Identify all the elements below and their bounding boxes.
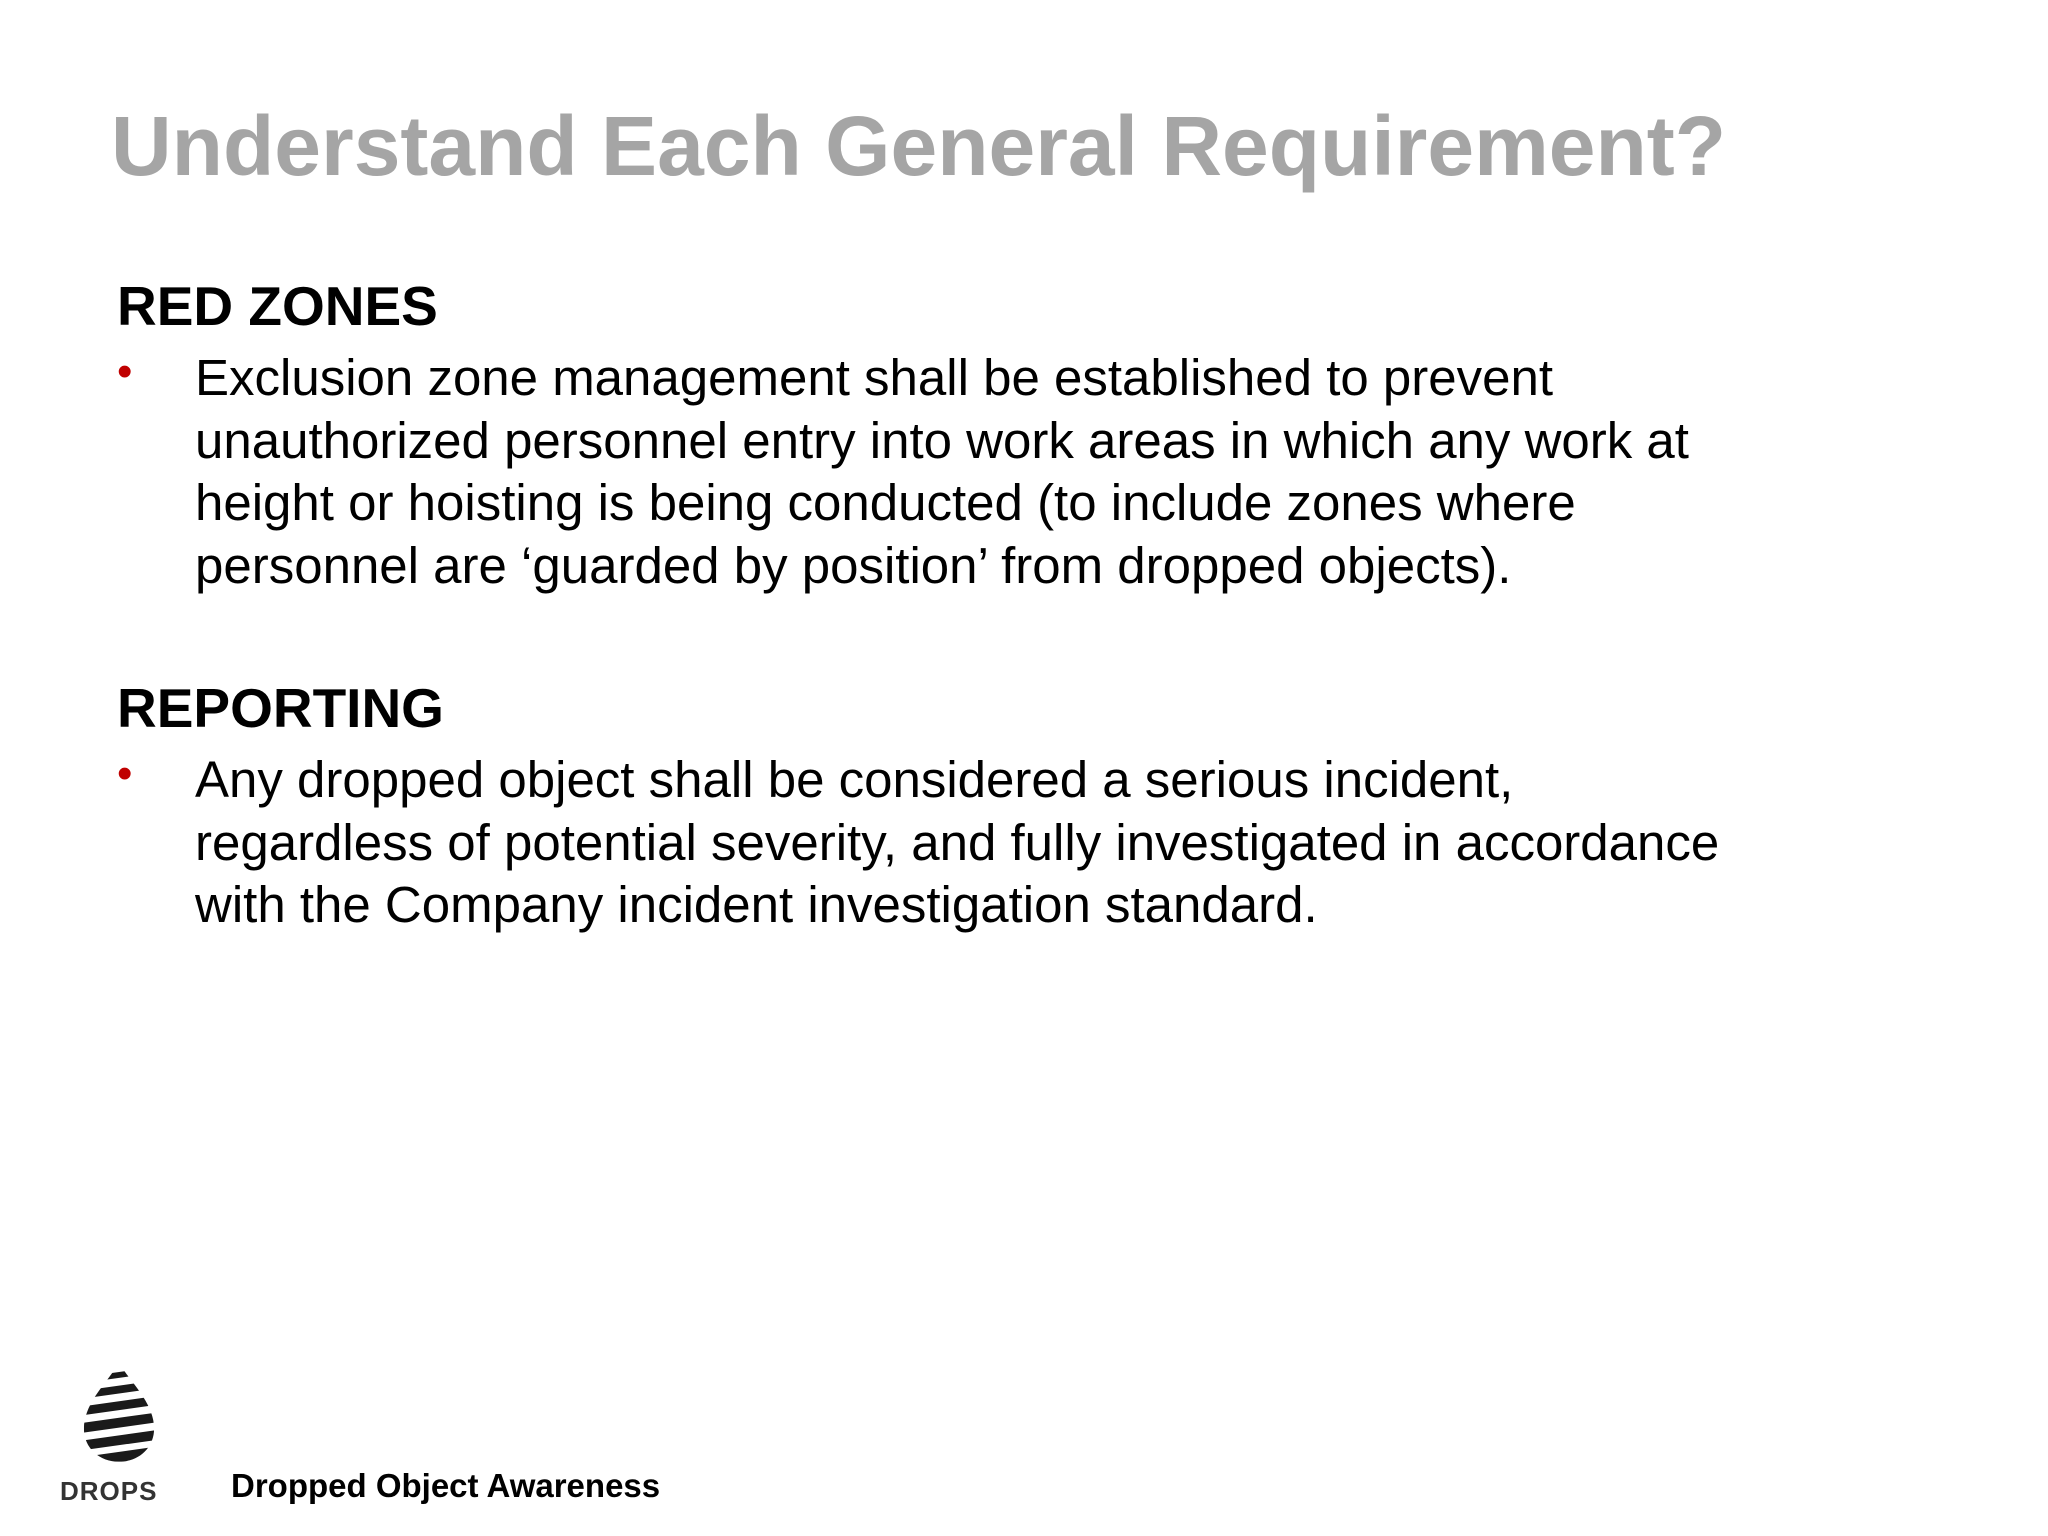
logo-text: DROPS [60,1476,158,1506]
footer-caption: Dropped Object Awareness [231,1467,661,1504]
bullet-line: unauthorized personnel entry into work areas in which any work at [195,411,1689,469]
striped-drop-icon [80,1358,158,1466]
bullet-line: Any dropped object shall be considered a serious incident, [195,751,1514,808]
bullet-item [117,347,1689,597]
section-heading: RED ZONES [117,275,438,337]
section-reporting [117,672,1719,937]
bullet-icon: • [117,749,133,798]
bullet-line: height or hoisting is being conducted (to include zones where [195,474,1576,531]
bullet-line: Exclusion zone management shall be established to prevent [195,349,1553,406]
section-heading: REPORTING [117,677,444,739]
bullet-line: with the Company incident investigation standard. [195,876,1318,933]
section-red-zones [117,270,1689,597]
bullet-text [195,347,1689,597]
bullet-line: personnel are ‘guarded by position’ from dropped objects). [195,536,1512,594]
drops-logo [60,1358,178,1507]
slide-title: Understand Each General Requirement? [111,99,1727,193]
bullet-line: regardless of potential severity, and fully investigated in accordance [195,813,1720,871]
bullet-icon: • [117,347,133,396]
bullet-item [117,749,1719,937]
bullet-text [195,749,1719,937]
